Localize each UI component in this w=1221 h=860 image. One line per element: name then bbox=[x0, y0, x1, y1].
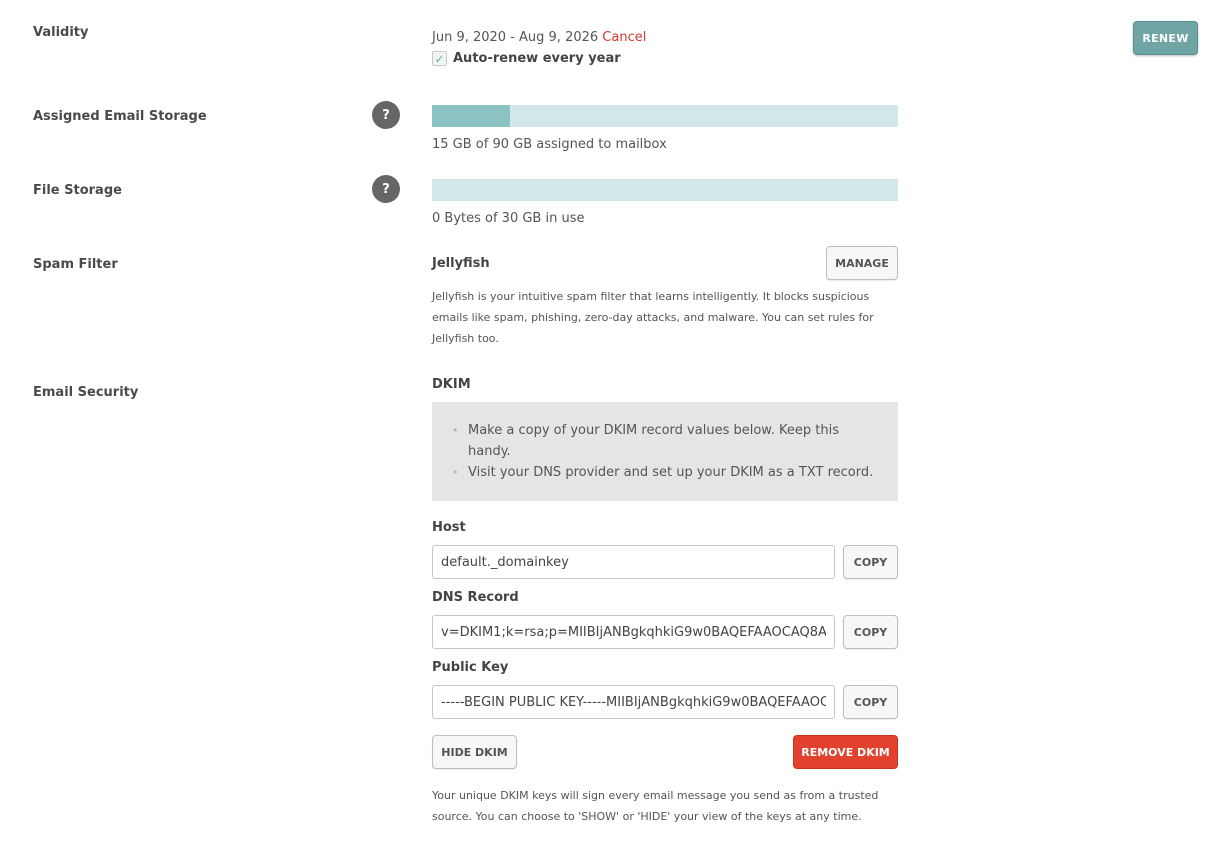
host-label: Host bbox=[432, 520, 466, 535]
checkmark-icon: ✓ bbox=[434, 51, 445, 66]
email-storage-caption: 15 GB of 90 GB assigned to mailbox bbox=[432, 137, 667, 152]
file-storage-help-icon[interactable]: ? bbox=[372, 175, 400, 203]
dns-record-row bbox=[432, 615, 898, 649]
public-key-label: Public Key bbox=[432, 660, 509, 675]
hide-dkim-button[interactable]: HIDE DKIM bbox=[432, 735, 517, 769]
public-key-field[interactable] bbox=[432, 685, 835, 719]
email-security-label: Email Security bbox=[33, 385, 139, 400]
copy-dns-record-button[interactable]: COPY bbox=[843, 615, 898, 649]
validity-dates: Jun 9, 2020 - Aug 9, 2026 bbox=[432, 30, 599, 45]
validity-label: Validity bbox=[33, 25, 89, 40]
file-storage-caption: 0 Bytes of 30 GB in use bbox=[432, 211, 585, 226]
validity-content bbox=[432, 30, 898, 66]
dkim-instructions-box bbox=[432, 402, 898, 501]
spam-filter-label: Spam Filter bbox=[33, 257, 118, 272]
file-storage-label: File Storage bbox=[33, 183, 122, 198]
dkim-instruction-item: • Visit your DNS provider and set up your DKIM as a TXT record. bbox=[468, 462, 878, 483]
email-storage-bar-fill bbox=[432, 105, 510, 127]
spam-filter-name: Jellyfish bbox=[432, 255, 490, 271]
validity-dates-line bbox=[432, 30, 898, 45]
email-storage-label: Assigned Email Storage bbox=[33, 109, 207, 124]
host-row bbox=[432, 545, 898, 579]
dkim-instruction-item: • Make a copy of your DKIM record values below. Keep this handy. bbox=[468, 420, 878, 462]
file-storage-bar bbox=[432, 179, 898, 201]
public-key-row bbox=[432, 685, 898, 719]
auto-renew-label: Auto-renew every year bbox=[453, 51, 621, 66]
dns-record-label: DNS Record bbox=[432, 590, 519, 605]
file-storage-content bbox=[432, 179, 898, 226]
dkim-title: DKIM bbox=[432, 377, 471, 392]
dkim-actions-row bbox=[432, 735, 898, 769]
email-storage-content bbox=[432, 105, 898, 152]
spam-filter-description: Jellyfish is your intuitive spam filter that learns intelligently. It blocks suspicious emails like spam, phishing, zero-day attacks, and malware. You can set rules for Jellyfish too. bbox=[432, 290, 874, 345]
spam-filter-header bbox=[432, 246, 898, 280]
host-field[interactable] bbox=[432, 545, 835, 579]
spam-filter-content bbox=[432, 246, 898, 349]
auto-renew-row bbox=[432, 51, 898, 66]
dkim-footnote: Your unique DKIM keys will sign every email message you send as from a trusted source. You can choose to 'SHOW' or 'HIDE' your view of the keys at any time. bbox=[432, 789, 879, 823]
manage-button[interactable]: MANAGE bbox=[826, 246, 898, 280]
dkim-instructions-list bbox=[468, 420, 878, 483]
copy-host-button[interactable]: COPY bbox=[843, 545, 898, 579]
copy-public-key-button[interactable]: COPY bbox=[843, 685, 898, 719]
dns-record-field[interactable] bbox=[432, 615, 835, 649]
cancel-link[interactable]: Cancel bbox=[602, 30, 647, 45]
email-storage-help-icon[interactable]: ? bbox=[372, 101, 400, 129]
renew-button[interactable]: RENEW bbox=[1133, 21, 1198, 55]
email-security-content bbox=[432, 377, 898, 827]
remove-dkim-button[interactable]: REMOVE DKIM bbox=[793, 735, 898, 769]
email-storage-bar bbox=[432, 105, 898, 127]
auto-renew-checkbox[interactable] bbox=[432, 51, 447, 66]
